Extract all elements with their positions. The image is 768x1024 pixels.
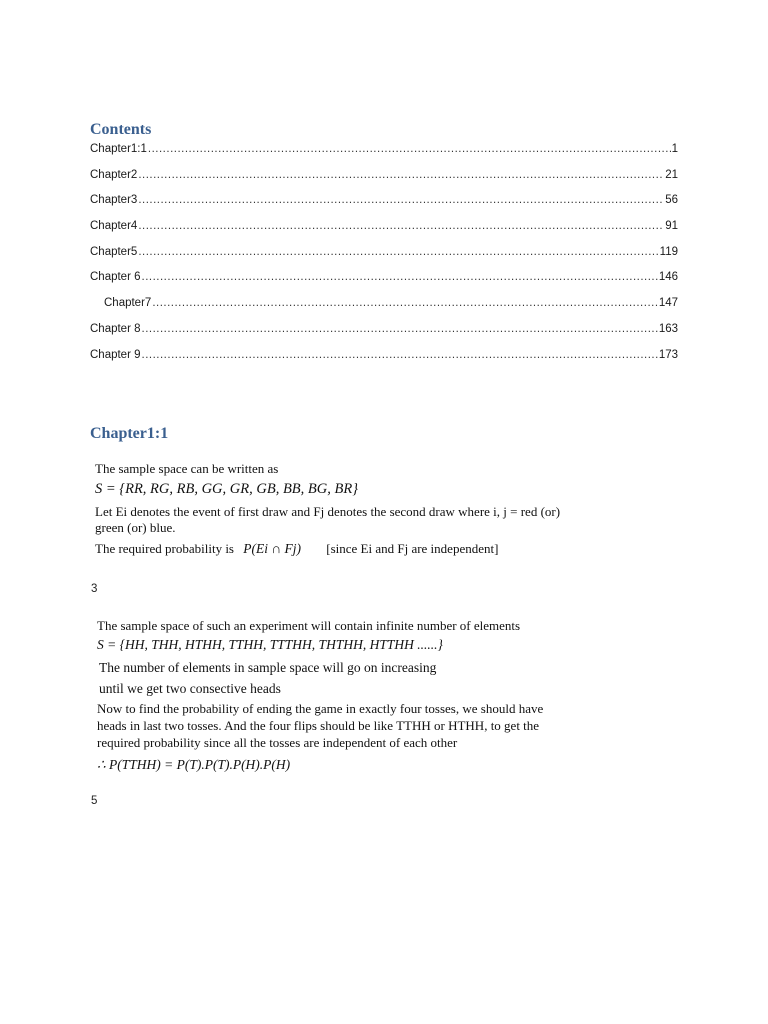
toc-entry-title: Chapter2 <box>90 168 138 181</box>
block2-line2: The number of elements in sample space will go on increasing <box>99 660 437 675</box>
toc-leader-dots <box>142 349 658 361</box>
toc-entry-title: Chapter 9 <box>90 348 141 361</box>
toc-entry[interactable] <box>90 169 678 195</box>
block1-line2: Let Ei denotes the event of first draw and Fj denotes the second draw where i, j = red (or) <box>95 504 561 519</box>
block2-formula2: ∴ P(TTHH) = P(T).P(T).P(H).P(H) <box>97 757 291 772</box>
toc-entry[interactable] <box>90 349 678 375</box>
toc-entry-title: Chapter7 <box>104 297 152 310</box>
toc-entry-page: 146 <box>658 271 678 284</box>
toc-leader-dots <box>138 246 658 258</box>
block1-line4-note: [since Ei and Fj are independent] <box>326 541 499 556</box>
toc-leader-dots <box>138 220 664 232</box>
toc-leader-dots <box>142 271 658 283</box>
toc-entry-title: Chapter 8 <box>90 322 141 335</box>
block1-line3: green (or) blue. <box>95 520 176 535</box>
toc-entry[interactable] <box>90 323 678 349</box>
table-of-contents <box>90 143 678 374</box>
block2-line6: required probability since all the tosses are independent of each other <box>97 735 458 750</box>
toc-leader-dots <box>152 297 658 309</box>
toc-entry-page: 21 <box>665 168 678 181</box>
toc-leader-dots <box>142 323 658 335</box>
block1-line1: The sample space can be written as <box>95 461 279 476</box>
toc-entry-title: Chapter3 <box>90 194 138 207</box>
block2-line5: heads in last two tosses. And the four flips should be like TTHH or HTHH, to get the <box>97 718 540 733</box>
toc-entry[interactable] <box>90 220 678 246</box>
block1-formula1: S = {RR, RG, RB, GG, GR, GB, BB, BG, BR} <box>95 481 358 497</box>
toc-leader-dots <box>138 169 664 181</box>
toc-entry[interactable] <box>90 297 678 323</box>
block1-line4 <box>95 541 498 557</box>
toc-entry[interactable] <box>90 194 678 220</box>
chapter-heading: Chapter1:1 <box>90 425 169 442</box>
toc-leader-dots <box>138 194 664 206</box>
block2-line3: until we get two consective heads <box>99 681 281 696</box>
toc-entry[interactable] <box>90 271 678 297</box>
toc-entry-page: 147 <box>658 297 678 310</box>
toc-entry[interactable] <box>90 143 678 169</box>
toc-entry-page: 163 <box>658 322 678 335</box>
toc-entry[interactable] <box>90 246 678 272</box>
block2-line1: The sample space of such an experiment will contain infinite number of elements <box>97 618 521 633</box>
toc-entry-page: 91 <box>665 220 678 233</box>
item-number: 5 <box>91 795 98 807</box>
toc-entry-page: 56 <box>665 194 678 207</box>
block1-line4-text: The required probability is <box>95 541 238 556</box>
toc-entry-title: Chapter 6 <box>90 271 141 284</box>
toc-entry-page: 173 <box>658 348 678 361</box>
block1-line4-formula: P(Ei ∩ Fj) <box>243 541 301 556</box>
block2-formula1: S = {HH, THH, HTHH, TTHH, TTTHH, THTHH, HTTHH ......} <box>97 637 443 652</box>
toc-heading: Contents <box>90 121 152 138</box>
toc-entry-title: Chapter4 <box>90 220 138 233</box>
toc-entry-title: Chapter5 <box>90 245 138 258</box>
item-number: 3 <box>91 583 98 595</box>
toc-leader-dots <box>148 143 671 155</box>
toc-entry-page: 1 <box>671 143 678 155</box>
toc-entry-page: 119 <box>659 245 678 258</box>
block2-line4: Now to find the probability of ending the game in exactly four tosses, we should have <box>97 701 544 716</box>
toc-entry-title: Chapter1:1 <box>90 143 147 155</box>
